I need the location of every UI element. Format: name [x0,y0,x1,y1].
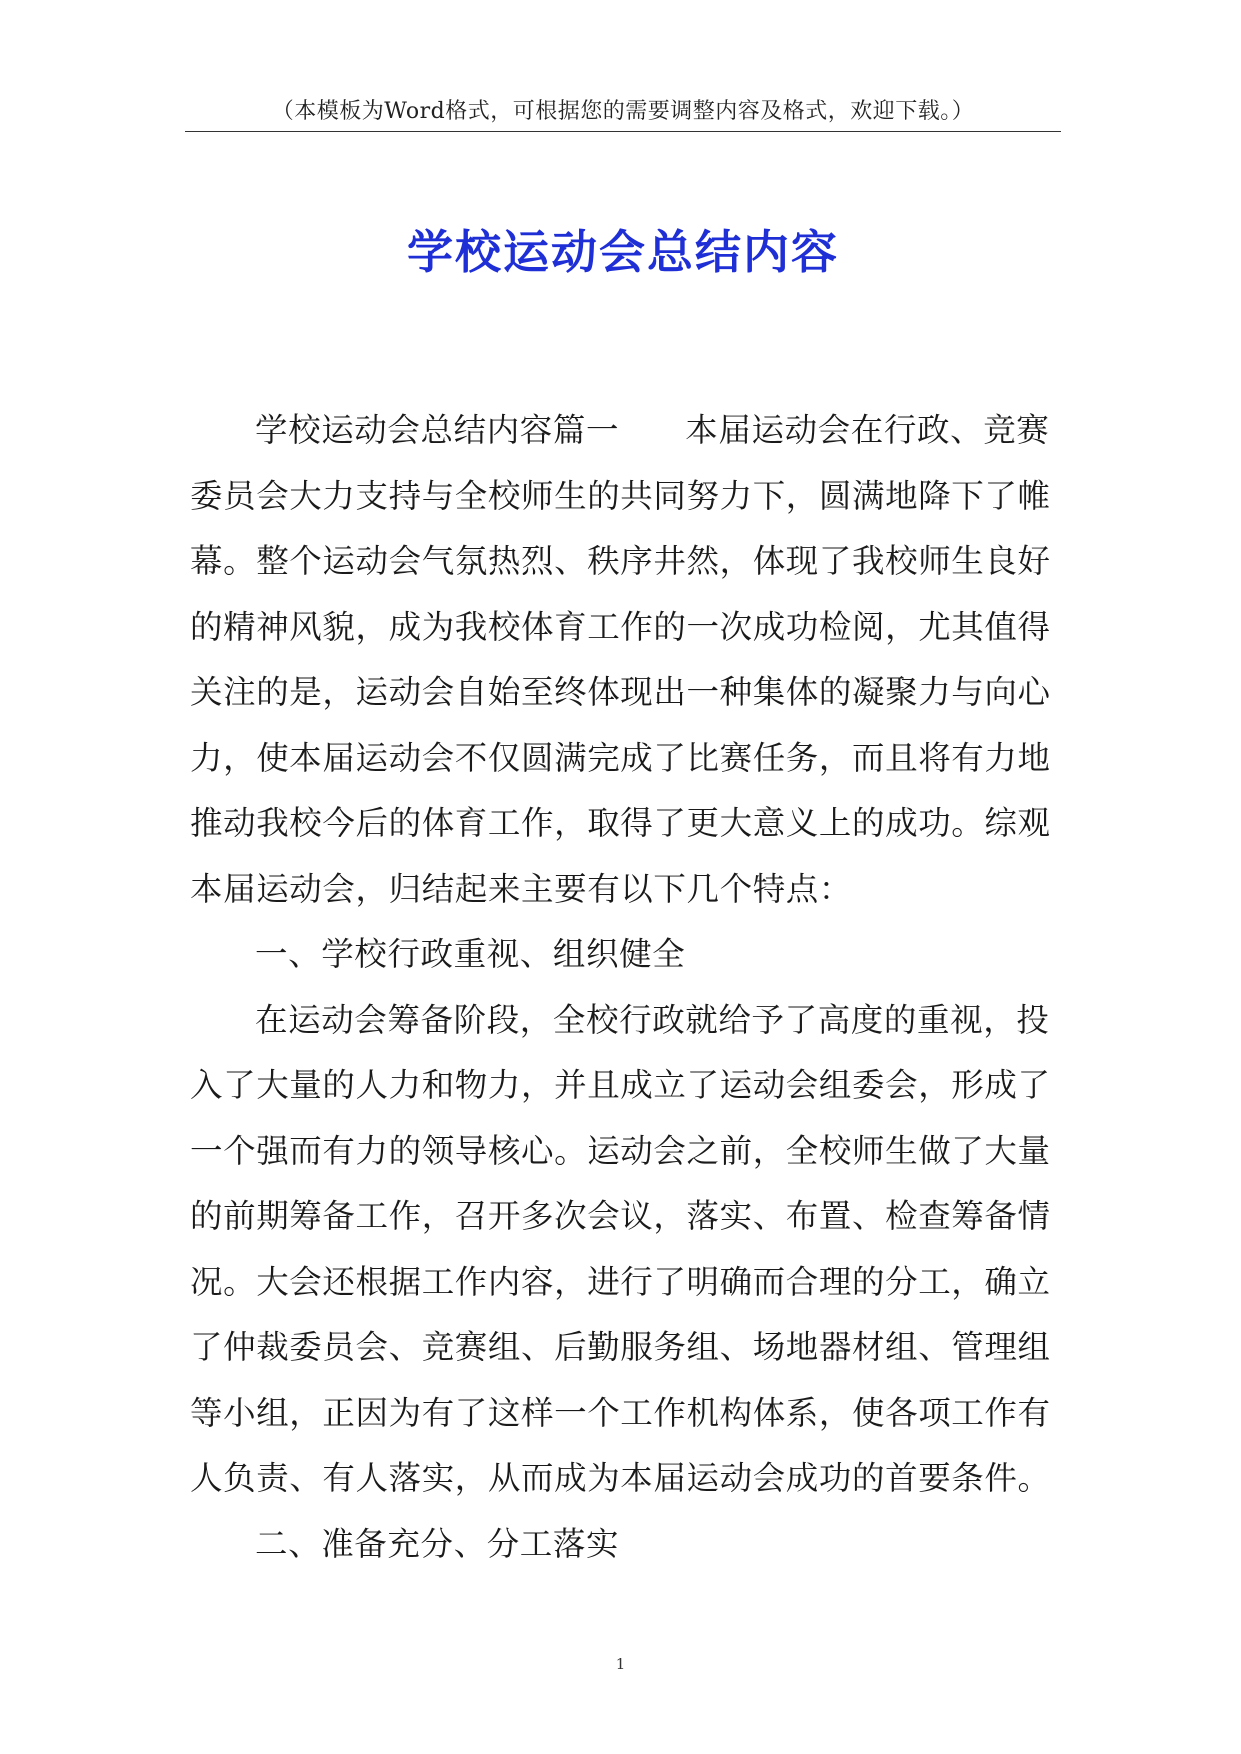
document-title: 学校运动会总结内容 [407,225,839,279]
document-body [190,398,1070,1577]
page-number: 1 [615,1655,626,1673]
header-note: （本模板为Word格式，可根据您的需要调整内容及格式，欢迎下载。） [271,99,975,124]
paragraph-section-1: 在运动会筹备阶段，全校行政就给予了高度的重视，投入了大量的人力和物力，并且成立了运动会组委会，形成了一个强而有力的领导核心。运动会之前，全校师生做了大量的前期筹备工作，召开多次会议，落实、布置、检查筹备情况。大会还根据工作内容，进行了明确而合理的分工，确立了仲裁委员会、竞赛组、后勤服务组、场地器材组、管理组等小组，正因为有了这样一个工作机构体系，使各项工作有人负责、有人落实，从而成为本届运动会成功的首要条件。 [190,1000,1051,1497]
section-heading-1: 一、学校行政重视、组织健全 [255,935,686,973]
section-heading-2: 二、准备充分、分工落实 [255,1524,620,1563]
paragraph-intro: 学校运动会总结内容篇一 本届运动会在行政、竞赛委员会大力支持与全校师生的共同努力下，圆满地降下了帷幕。整个运动会气氛热烈、秩序井然，体现了我校师生良好的精神风貌，成为我校体育工作的一次成功检阅，尤其值得关注的是，运动会自始至终体现出一种集体的凝聚力与向心力，使本届运动会不仅圆满完成了比赛任务，而且将有力地推动我校今后的体育工作，取得了更大意义上的成功。综观本届运动会，归结起来主要有以下几个特点： [190,411,1051,908]
header-divider [185,131,1061,132]
